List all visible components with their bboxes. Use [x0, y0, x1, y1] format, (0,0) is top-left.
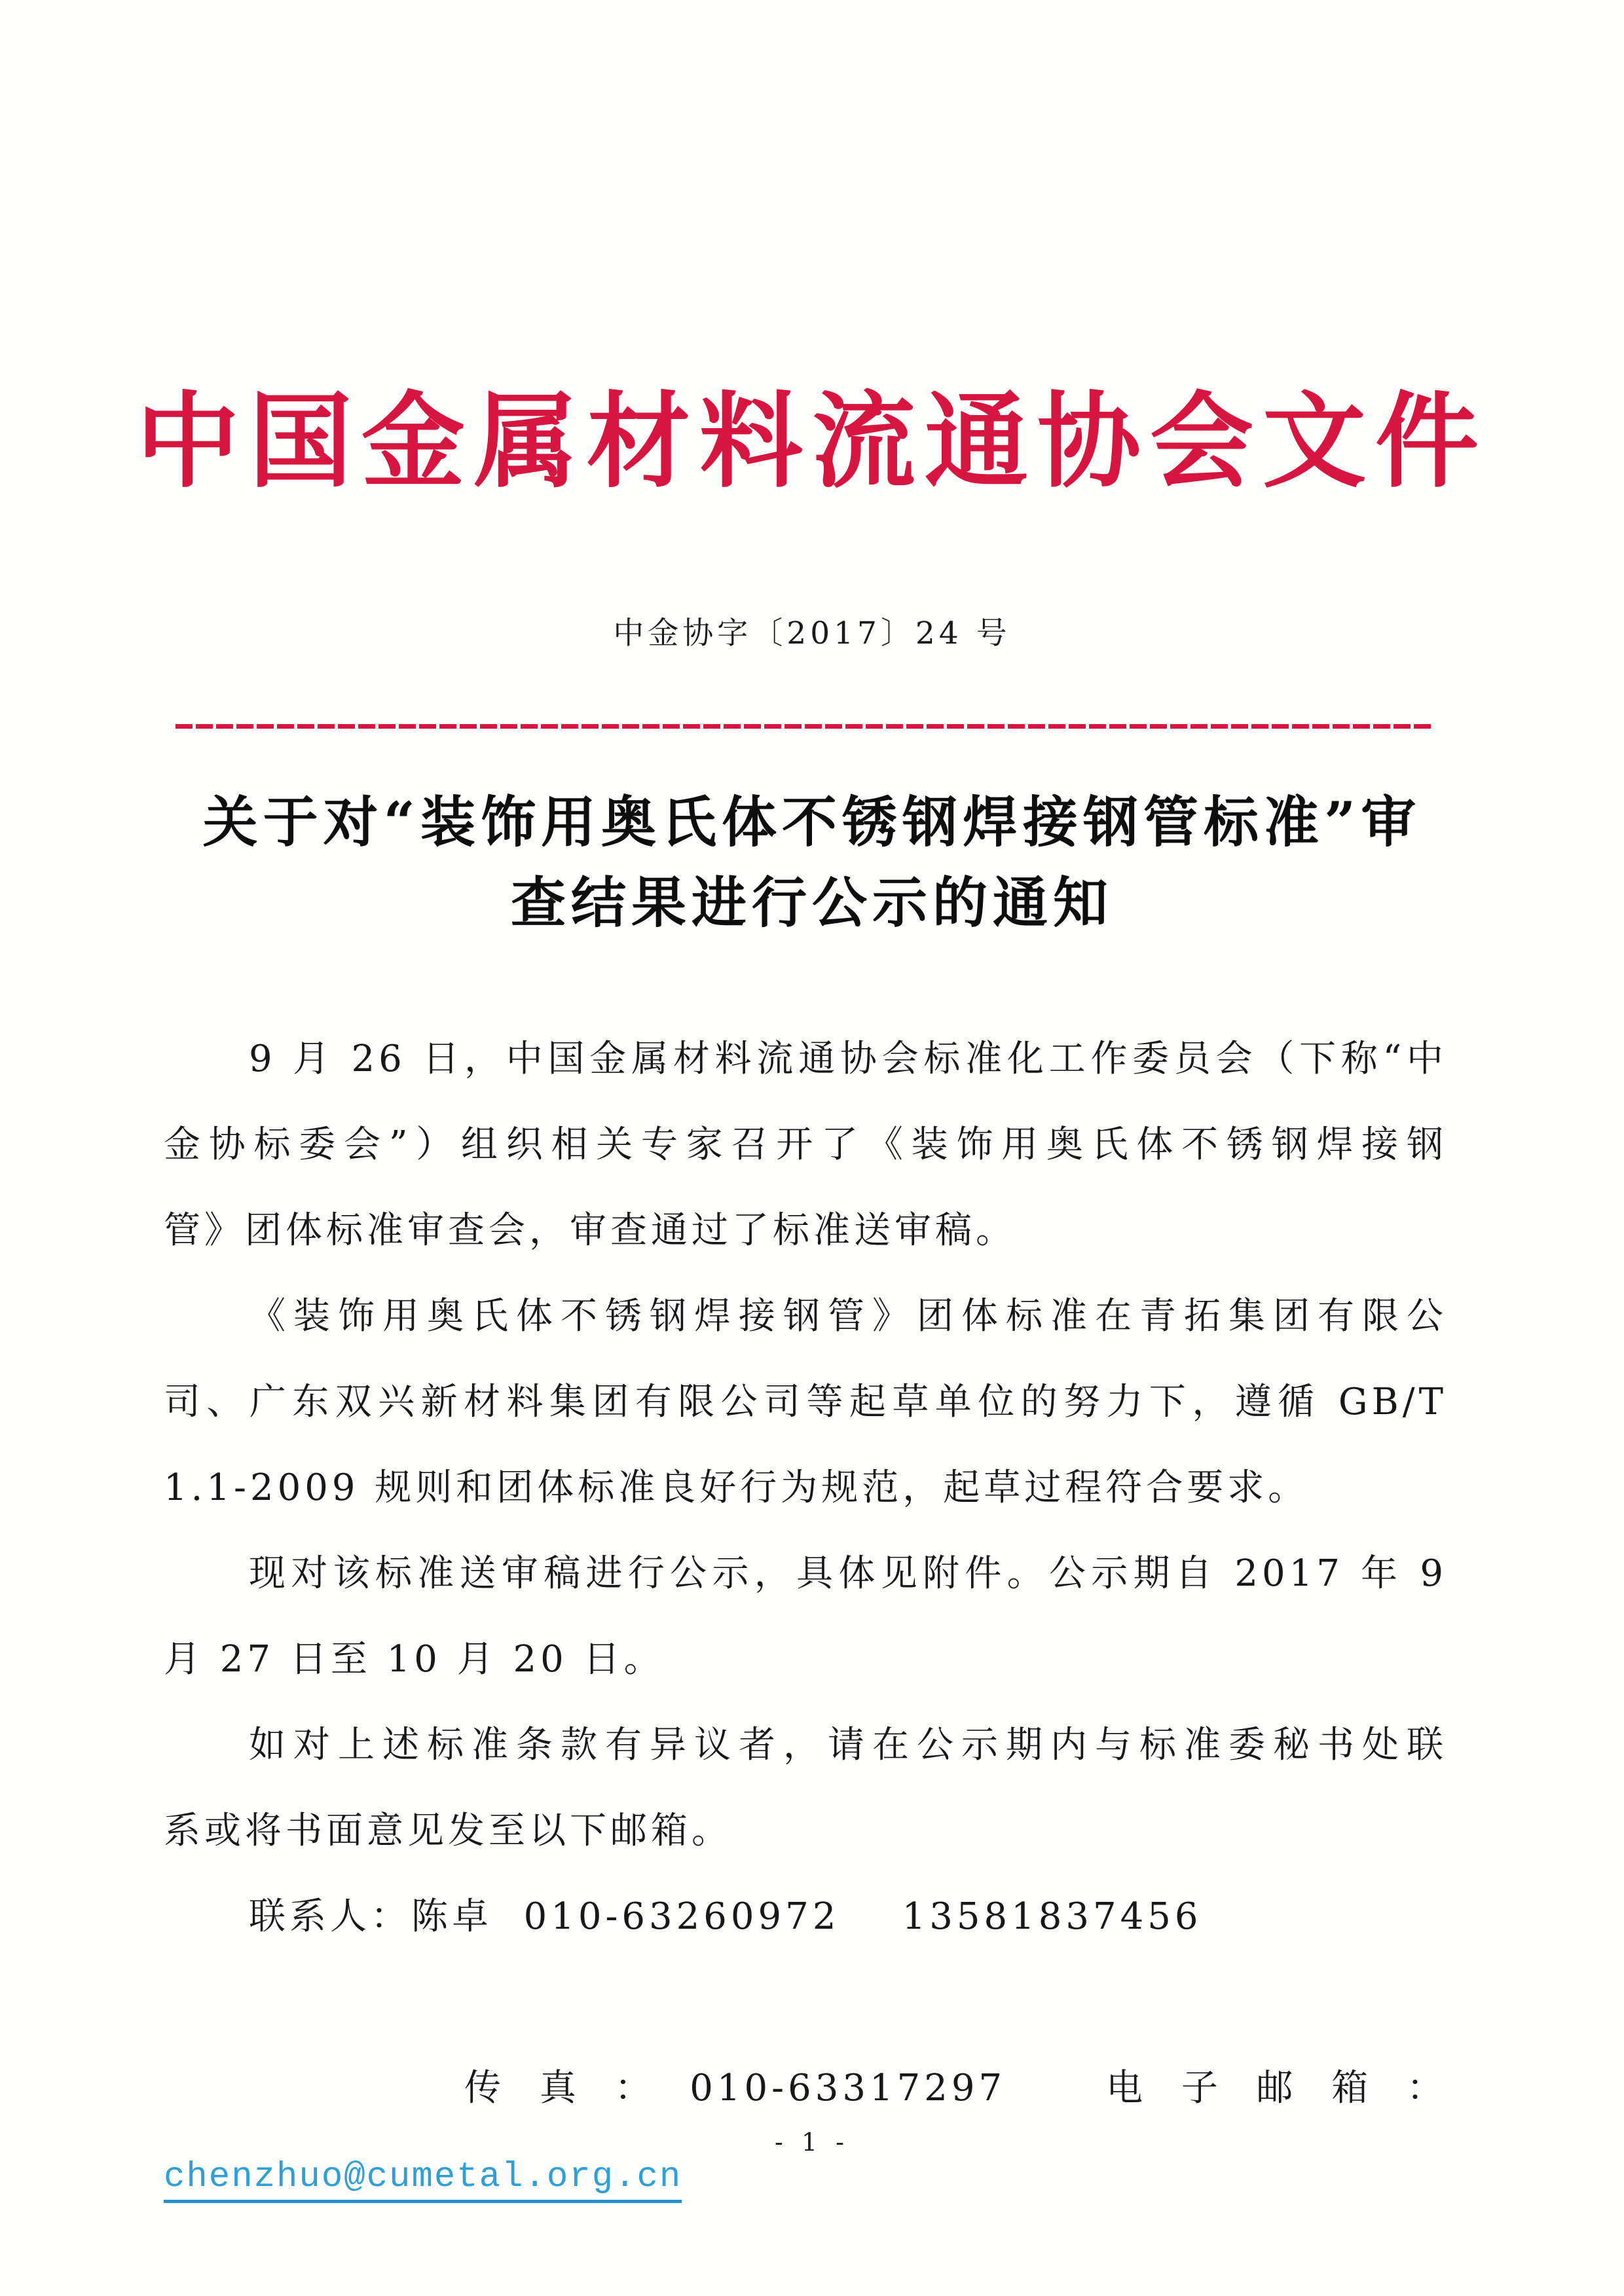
red-dashed-divider	[175, 724, 1434, 729]
notice-title-line1: 关于对“装饰用奥氏体不锈钢焊接钢管标准”审	[202, 790, 1422, 854]
notice-title-line2: 查结果进行公示的通知	[510, 870, 1113, 935]
body-line: 《装饰用奥氏体不锈钢焊接钢管》团体标准在青拓集团有限公	[249, 1295, 1447, 1338]
org-document-title: 中国金属材料流通协会文件	[136, 381, 1488, 502]
doc-number: 中金协字〔2017〕24 号	[613, 615, 1011, 651]
body-line: 现对该标准送审稿进行公示，具体见附件。公示期自 2017 年 9	[249, 1552, 1447, 1595]
body-line: 1.1-2009 规则和团体标准良好行为规范，起草过程符合要求。	[164, 1467, 1309, 1509]
body-line: 金协标委会”）组织相关专家召开了《装饰用奥氏体不锈钢焊接钢	[164, 1123, 1447, 1166]
body-line: 月 27 日至 10 月 20 日。	[164, 1638, 665, 1681]
body-line: 9 月 26 日，中国金属材料流通协会标准化工作委员会（下称“中	[249, 1038, 1447, 1080]
body-line: 系或将书面意见发至以下邮箱。	[164, 1810, 732, 1852]
body-text	[164, 1016, 1447, 2197]
contact-line: 联系人：陈卓 010-63260972 13581837456	[249, 1895, 1202, 1938]
body-line: 司、广东双兴新材料集团有限公司等起草单位的努力下，遵循 GB/T	[164, 1381, 1447, 1423]
page-number: - 1 -	[774, 2128, 849, 2157]
body-line: 管》团体标准审查会，审查通过了标准送审稿。	[164, 1209, 1016, 1252]
fax-email-prefix: 传真：010-63317297 电子邮箱：	[464, 2067, 1447, 2109]
notice-title	[0, 782, 1624, 943]
fax-email-line	[164, 1959, 1447, 2197]
email-link[interactable]: chenzhuo@cumetal.org.cn	[164, 2157, 682, 2203]
body-line: 如对上述标准条款有异议者，请在公示期内与标准委秘书处联	[249, 1724, 1447, 1766]
